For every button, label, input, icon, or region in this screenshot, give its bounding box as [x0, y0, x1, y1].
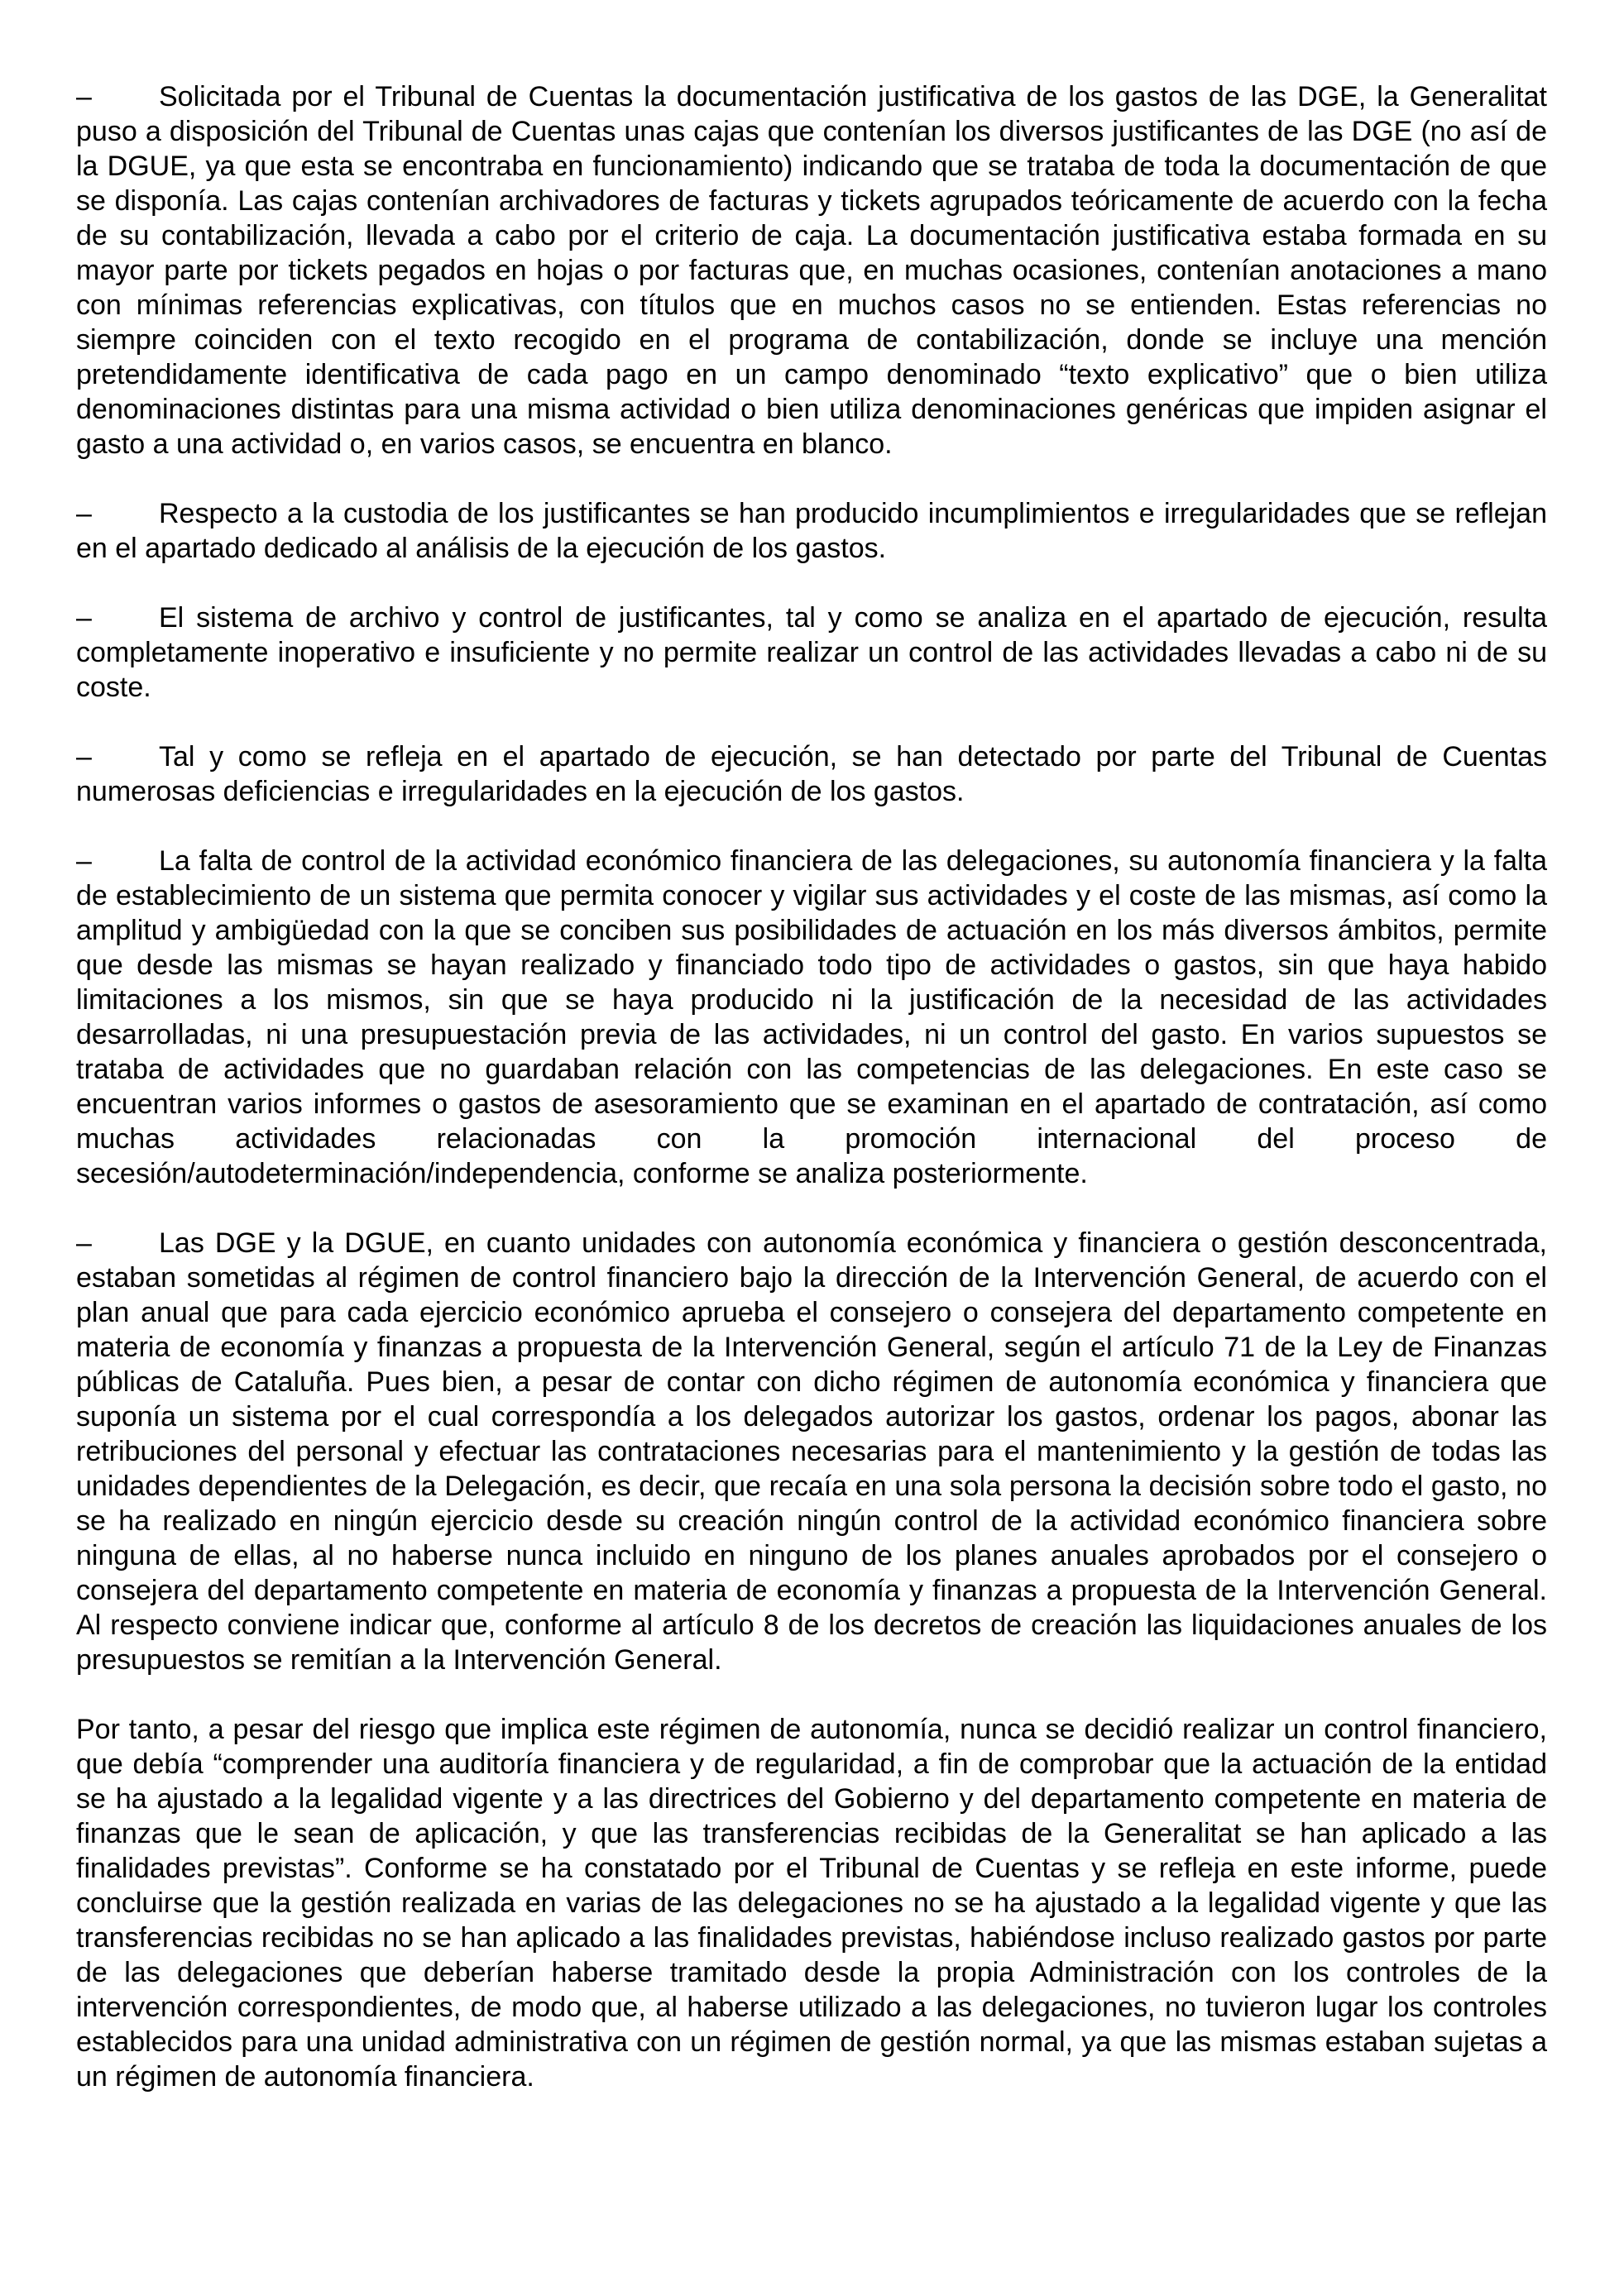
paragraph-text: Tal y como se refleja en el apartado de ejecución, se han detectado por parte del Tribunal de Cuentas numerosas deficiencias e irregularidades en la ejecución de los gastos.	[76, 741, 1547, 807]
bullet-paragraph	[76, 79, 1547, 462]
dash-bullet: –	[76, 602, 92, 634]
bullet-paragraph	[76, 600, 1547, 705]
paragraph-text: El sistema de archivo y control de justificantes, tal y como se analiza en el apartado de ejecución, resulta completamente inoperativo e insuficiente y no permite realizar un control de las actividades llevadas a cabo ni de su coste.	[76, 602, 1547, 703]
dash-bullet: –	[76, 845, 92, 877]
dash-bullet: –	[76, 741, 92, 773]
bullet-paragraph	[76, 739, 1547, 809]
paragraph-text: Respecto a la custodia de los justificantes se han producido incumplimientos e irregularidades que se reflejan en el apartado dedicado al análisis de la ejecución de los gastos.	[76, 498, 1547, 564]
paragraph-text: La falta de control de la actividad económico financiera de las delegaciones, su autonomía financiera y la falta de establecimiento de un sistema que permita conocer y vigilar sus actividades y el coste de las mismas, así como la amplitud y ambigüedad con la que se conciben sus posibilidades de actuación en los más diversos ámbitos, permite que desde las mismas se hayan realizado y financiado todo tipo de actividades o gastos, sin que haya habido limitaciones a los mismos, sin que se haya producido ni la justificación de la necesidad de las actividades desarrolladas, ni una presupuestación previa de las actividades, ni un control del gasto. En varios supuestos se trataba de actividades que no guardaban relación con las competencias de las delegaciones. En este caso se encuentran varios informes o gastos de asesoramiento que se examinan en el apartado de contratación, así como muchas actividades relacionadas con la promoción internacional del proceso de secesión/autodeterminación/independencia, conforme se analiza posteriormente.	[76, 845, 1547, 1189]
body-paragraph	[76, 1712, 1547, 2094]
bullet-paragraph	[76, 1226, 1547, 1677]
bullet-paragraph	[76, 496, 1547, 566]
paragraph-text: Solicitada por el Tribunal de Cuentas la documentación justificativa de los gastos de las DGE, la Generalitat puso a disposición del Tribunal de Cuentas unas cajas que contenían los diversos justificantes de las DGE (no así de la DGUE, ya que esta se encontraba en funcionamiento) indicando que se trataba de toda la documentación de que se disponía. Las cajas contenían archivadores de facturas y tickets agrupados teóricamente de acuerdo con la fecha de su contabilización, llevada a cabo por el criterio de caja. La documentación justificativa estaba formada en su mayor parte por tickets pegados en hojas o por facturas que, en muchas ocasiones, contenían anotaciones a mano con mínimas referencias explicativas, con títulos que en muchos casos no se entienden. Estas referencias no siempre coinciden con el texto recogido en el programa de contabilización, donde se incluye una mención pretendidamente identificativa de cada pago en un campo denominado “texto explicativo” que o bien utiliza denominaciones distintas para una misma actividad o bien utiliza denominaciones genéricas que impiden asignar el gasto a una actividad o, en varios casos, se encuentra en blanco.	[76, 81, 1547, 460]
paragraph-text: Por tanto, a pesar del riesgo que implica este régimen de autonomía, nunca se decidió realizar un control financiero, que debía “comprender una auditoría financiera y de regularidad, a fin de comprobar que la actuación de la entidad se ha ajustado a la legalidad vigente y a las directrices del Gobierno y del departamento competente en materia de finanzas que le sean de aplicación, y que las transferencias recibidas de la Generalitat se han aplicado a las finalidades previstas”. Conforme se ha constatado por el Tribunal de Cuentas y se refleja en este informe, puede concluirse que la gestión realizada en varias de las delegaciones no se ha ajustado a la legalidad vigente y que las transferencias recibidas no se han aplicado a las finalidades previstas, habiéndose incluso realizado gastos por parte de las delegaciones que deberían haberse tramitado desde la propia Administración con los controles de la intervención correspondientes, de modo que, al haberse utilizado a las delegaciones, no tuvieron lugar los controles establecidos para una unidad administrativa con un régimen de gestión normal, ya que las mismas estaban sujetas a un régimen de autonomía financiera.	[76, 1714, 1547, 2093]
text-block	[76, 79, 1547, 2094]
dash-bullet: –	[76, 1227, 92, 1259]
bullet-paragraph	[76, 844, 1547, 1191]
dash-bullet: –	[76, 81, 92, 112]
paragraph-text: Las DGE y la DGUE, en cuanto unidades con autonomía económica y financiera o gestión desconcentrada, estaban sometidas al régimen de control financiero bajo la dirección de la Intervención General, de acuerdo con el plan anual que para cada ejercicio económico aprueba el consejero o consejera del departamento competente en materia de economía y finanzas a propuesta de la Intervención General, según el artículo 71 de la Ley de Finanzas públicas de Cataluña. Pues bien, a pesar de contar con dicho régimen de autonomía económica y financiera que suponía un sistema por el cual correspondía a los delegados autorizar los gastos, ordenar los pagos, abonar las retribuciones del personal y efectuar las contrataciones necesarias para el mantenimiento y la gestión de todas las unidades dependientes de la Delegación, es decir, que recaía en una sola persona la decisión sobre todo el gasto, no se ha realizado en ningún ejercicio desde su creación ningún control de la actividad económico financiera sobre ninguna de ellas, al no haberse nunca incluido en ninguno de los planes anuales aprobados por el consejero o consejera del departamento competente en materia de economía y finanzas a propuesta de la Intervención General. Al respecto conviene indicar que, conforme al artículo 8 de los decretos de creación las liquidaciones anuales de los presupuestos se remitían a la Intervención General.	[76, 1227, 1547, 1676]
dash-bullet: –	[76, 498, 92, 529]
